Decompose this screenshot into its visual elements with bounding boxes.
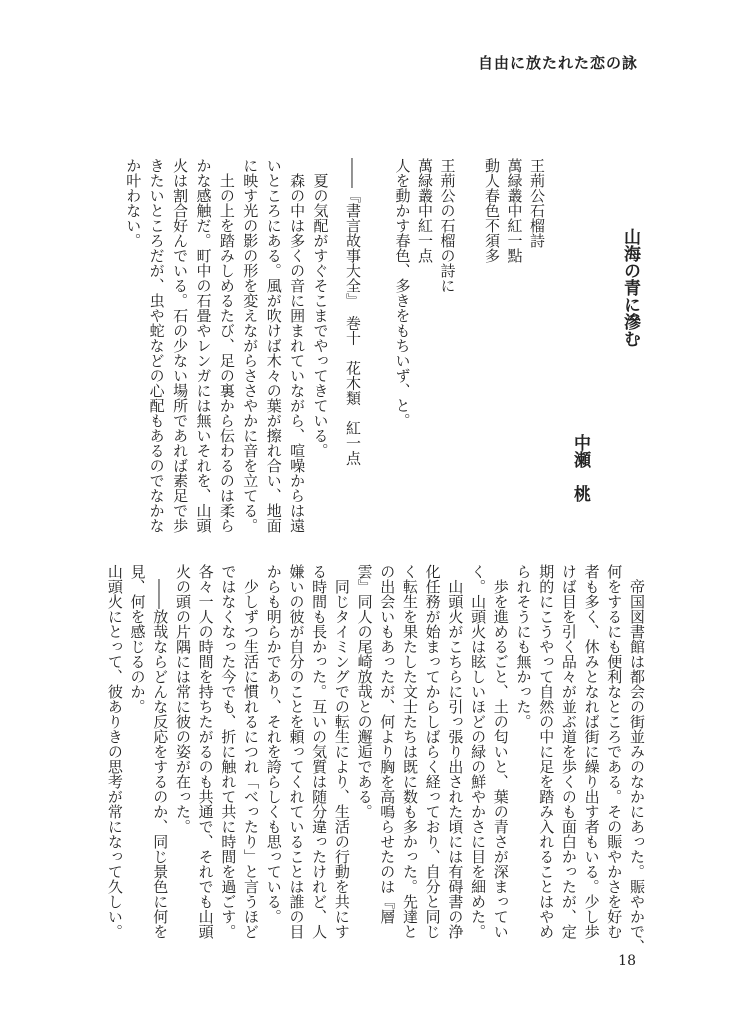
text-column: ――放哉ならどんな反応をするのか、同じ景色に何を	[151, 564, 170, 939]
epigraph-and-opening	[121, 158, 548, 533]
lower-prose	[103, 564, 648, 954]
text-column: 各々一人の時間を持ちたがるのも共通で、それでも山頭	[196, 564, 215, 939]
poem-line: 王荊公石榴詩	[528, 158, 546, 248]
text-column: 同じタイミングでの転生により、生活の行動を共にす	[332, 564, 351, 939]
poem-translation-line: 人を動かす春色、多きをもちいず、と。	[393, 158, 412, 428]
text-column: 雲』同人の尾崎放哉との邂逅である。	[355, 564, 374, 819]
text-column: いところにある。風が吹けば木々の葉が擦れ合い、地面	[264, 158, 283, 533]
text-column: 土の上を踏みしめるたび、足の裏から伝わるのは柔ら	[217, 158, 236, 533]
running-header: 自由に放たれた恋の詠	[477, 54, 638, 72]
text-column: く転生を果たした文士たちは既に数も多かった。先達と	[400, 564, 419, 939]
text-column: ではなくなった今でも、折に触れて共に時間を過ごす。	[219, 564, 238, 939]
text-column: 化任務が始まってからしばらく経っており、自分と同じ	[423, 564, 442, 939]
author-name: 中瀬 桃	[570, 434, 590, 502]
text-column: の出会いもあったが、何より胸を高鳴らせたのは『層	[378, 564, 397, 924]
text-column: 火の頭の片隅には常に彼の姿が在った。	[173, 564, 192, 834]
text-column: に映す光の影の形を変えながらささやかに音を立てる。	[241, 158, 260, 533]
text-column: 夏の気配がすぐそこまでやってきている。	[311, 158, 330, 458]
text-column: く。山頭火は眩しいほどの緑の鮮やかさに目を細めた。	[469, 564, 488, 939]
text-column: 少しずつ生活に慣れるにつれ「べったり」と言うほど	[242, 564, 261, 939]
text-column: 森の中は多くの音に囲まれていながら、喧噪からは遠	[288, 158, 307, 533]
page-number: 18	[618, 953, 636, 969]
poem-line: 動人春色不須多	[483, 158, 501, 263]
text-column: る時間も長かった。互いの気質は随分違ったけれど、人	[310, 564, 329, 939]
text-column: 何をするにも便利なところである。その賑やかさを好む	[605, 564, 624, 939]
poem-translation-line: 萬緑叢中紅一点	[416, 158, 434, 263]
text-column: 期的にこうやって自然の中に足を踏み入れることはやめ	[537, 564, 556, 939]
text-column: 山頭火にとって、彼ありきの思考が常になって久しい。	[105, 564, 124, 939]
text-column: けば目を引く品々が並ぶ道を歩くのも面白かったが、定	[559, 564, 578, 939]
text-column: からも明らかであり、それを誇らしくも思っている。	[264, 564, 283, 924]
citation: ――『書言故事大全』 巻十 花木類 紅一点	[344, 158, 362, 466]
text-column: 者も多く、休みとなれば街に繰り出す者もいる。少し歩	[582, 564, 601, 939]
text-column: られそうにも無かった。	[514, 564, 533, 729]
text-column: 山頭火がこちらに引っ張り出された頃には有碍書の浄	[446, 564, 465, 939]
text-column: 火は割合好んでいる。石の少ない場所であれば素足で歩	[171, 158, 190, 533]
text-column: か叶わない。	[124, 158, 143, 248]
text-column: かな感触だ。町中の石畳やレンガには無いそれを、山頭	[194, 158, 213, 533]
poem-line: 萬緑叢中紅一點	[505, 158, 524, 263]
text-column: 見、何を感じるのか。	[128, 564, 147, 714]
text-column: 歩を進めるごと、土の匂いと、葉の青さが深まってい	[491, 564, 510, 939]
story-title: 山海の青に滲む	[620, 228, 640, 347]
upper-prose	[121, 158, 332, 533]
text-column: 嫌いの彼が自分のことを頼ってくれていることは誰の目	[287, 564, 306, 939]
text-column: きたいところだが、虫や蛇などの心配もあるのでなかな	[147, 158, 166, 533]
text-column: 帝国図書館は都会の街並みのなかにあった。賑やかで、	[628, 564, 646, 954]
poem-translation-line: 王荊公の石榴の詩に	[438, 158, 457, 293]
